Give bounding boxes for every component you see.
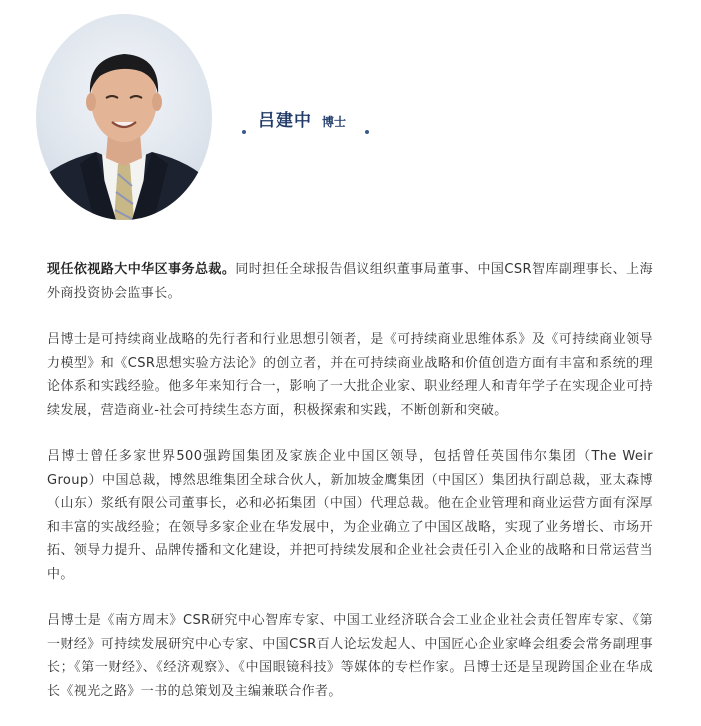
bio-content <box>47 258 653 726</box>
career-text: 吕博士曾任多家世界500强跨国集团及家族企业中国区领导，包括曾任英国伟尔集团（The Weir Group）中国总裁，博然思维集团全球合伙人，新加坡金鹰集团（中国区）集团执行副总裁，亚太森博（山东）浆纸有限公司董事长，必和必拓集团（中国）代理总裁。他在企业管理和商业运营方面有深厚和丰富的实战经验；在领导多家企业在华发展中，为企业确立了中国区战略，实现了业务增长、市场开拓、领导力提升、品牌传播和文化建设，并把可持续发展和企业社会责任引入企业的战略和日常运营当中。 <box>47 449 653 582</box>
bio-paragraph-current-role <box>47 258 653 305</box>
name-block <box>258 106 346 131</box>
profile-title: 博士 <box>322 115 347 129</box>
bio-paragraph-career <box>47 445 653 586</box>
portrait-illustration <box>36 14 212 220</box>
decorative-dot-right <box>365 130 369 134</box>
bio-paragraph-affiliations <box>47 609 653 703</box>
decorative-dot-left <box>242 130 246 134</box>
portrait-photo <box>36 14 212 220</box>
profile-header <box>0 0 701 235</box>
thought-leadership-text: 吕博士是可持续商业战略的先行者和行业思想引领者，是《可持续商业思维体系》及《可持续商业领导力模型》和《CSR思想实验方法论》的创立者，并在可持续商业战略和价值创造方面有丰富和系统的理论体系和实践经验。他多年来知行合一，影响了一大批企业家、职业经理人和青年学子在实现企业可持续发展，营造商业-社会可持续生态方面，积极探索和实践，不断创新和突破。 <box>47 332 653 418</box>
profile-name: 吕建中 <box>258 111 312 131</box>
current-role-lead: 现任依视路大中华区事务总裁。 <box>47 262 236 277</box>
affiliations-text: 吕博士是《南方周末》CSR研究中心智库专家、中国工业经济联合会工业企业社会责任智库专家、《第一财经》可持续发展研究中心专家、中国CSR百人论坛发起人、中国匠心企业家峰会组委会常务副理事长；《第一财经》、《经济观察》、《中国眼镜科技》等媒体的专栏作家。吕博士还是呈现跨国企业在华成长《视光之路》一书的总策划及主编兼联合作者。 <box>47 613 653 699</box>
current-role-text: 同时担任全球报告倡议组织董事局董事、中国CSR智库副理事长、上海外商投资协会监事长。 <box>47 262 653 301</box>
bio-paragraph-thought-leadership <box>47 328 653 422</box>
